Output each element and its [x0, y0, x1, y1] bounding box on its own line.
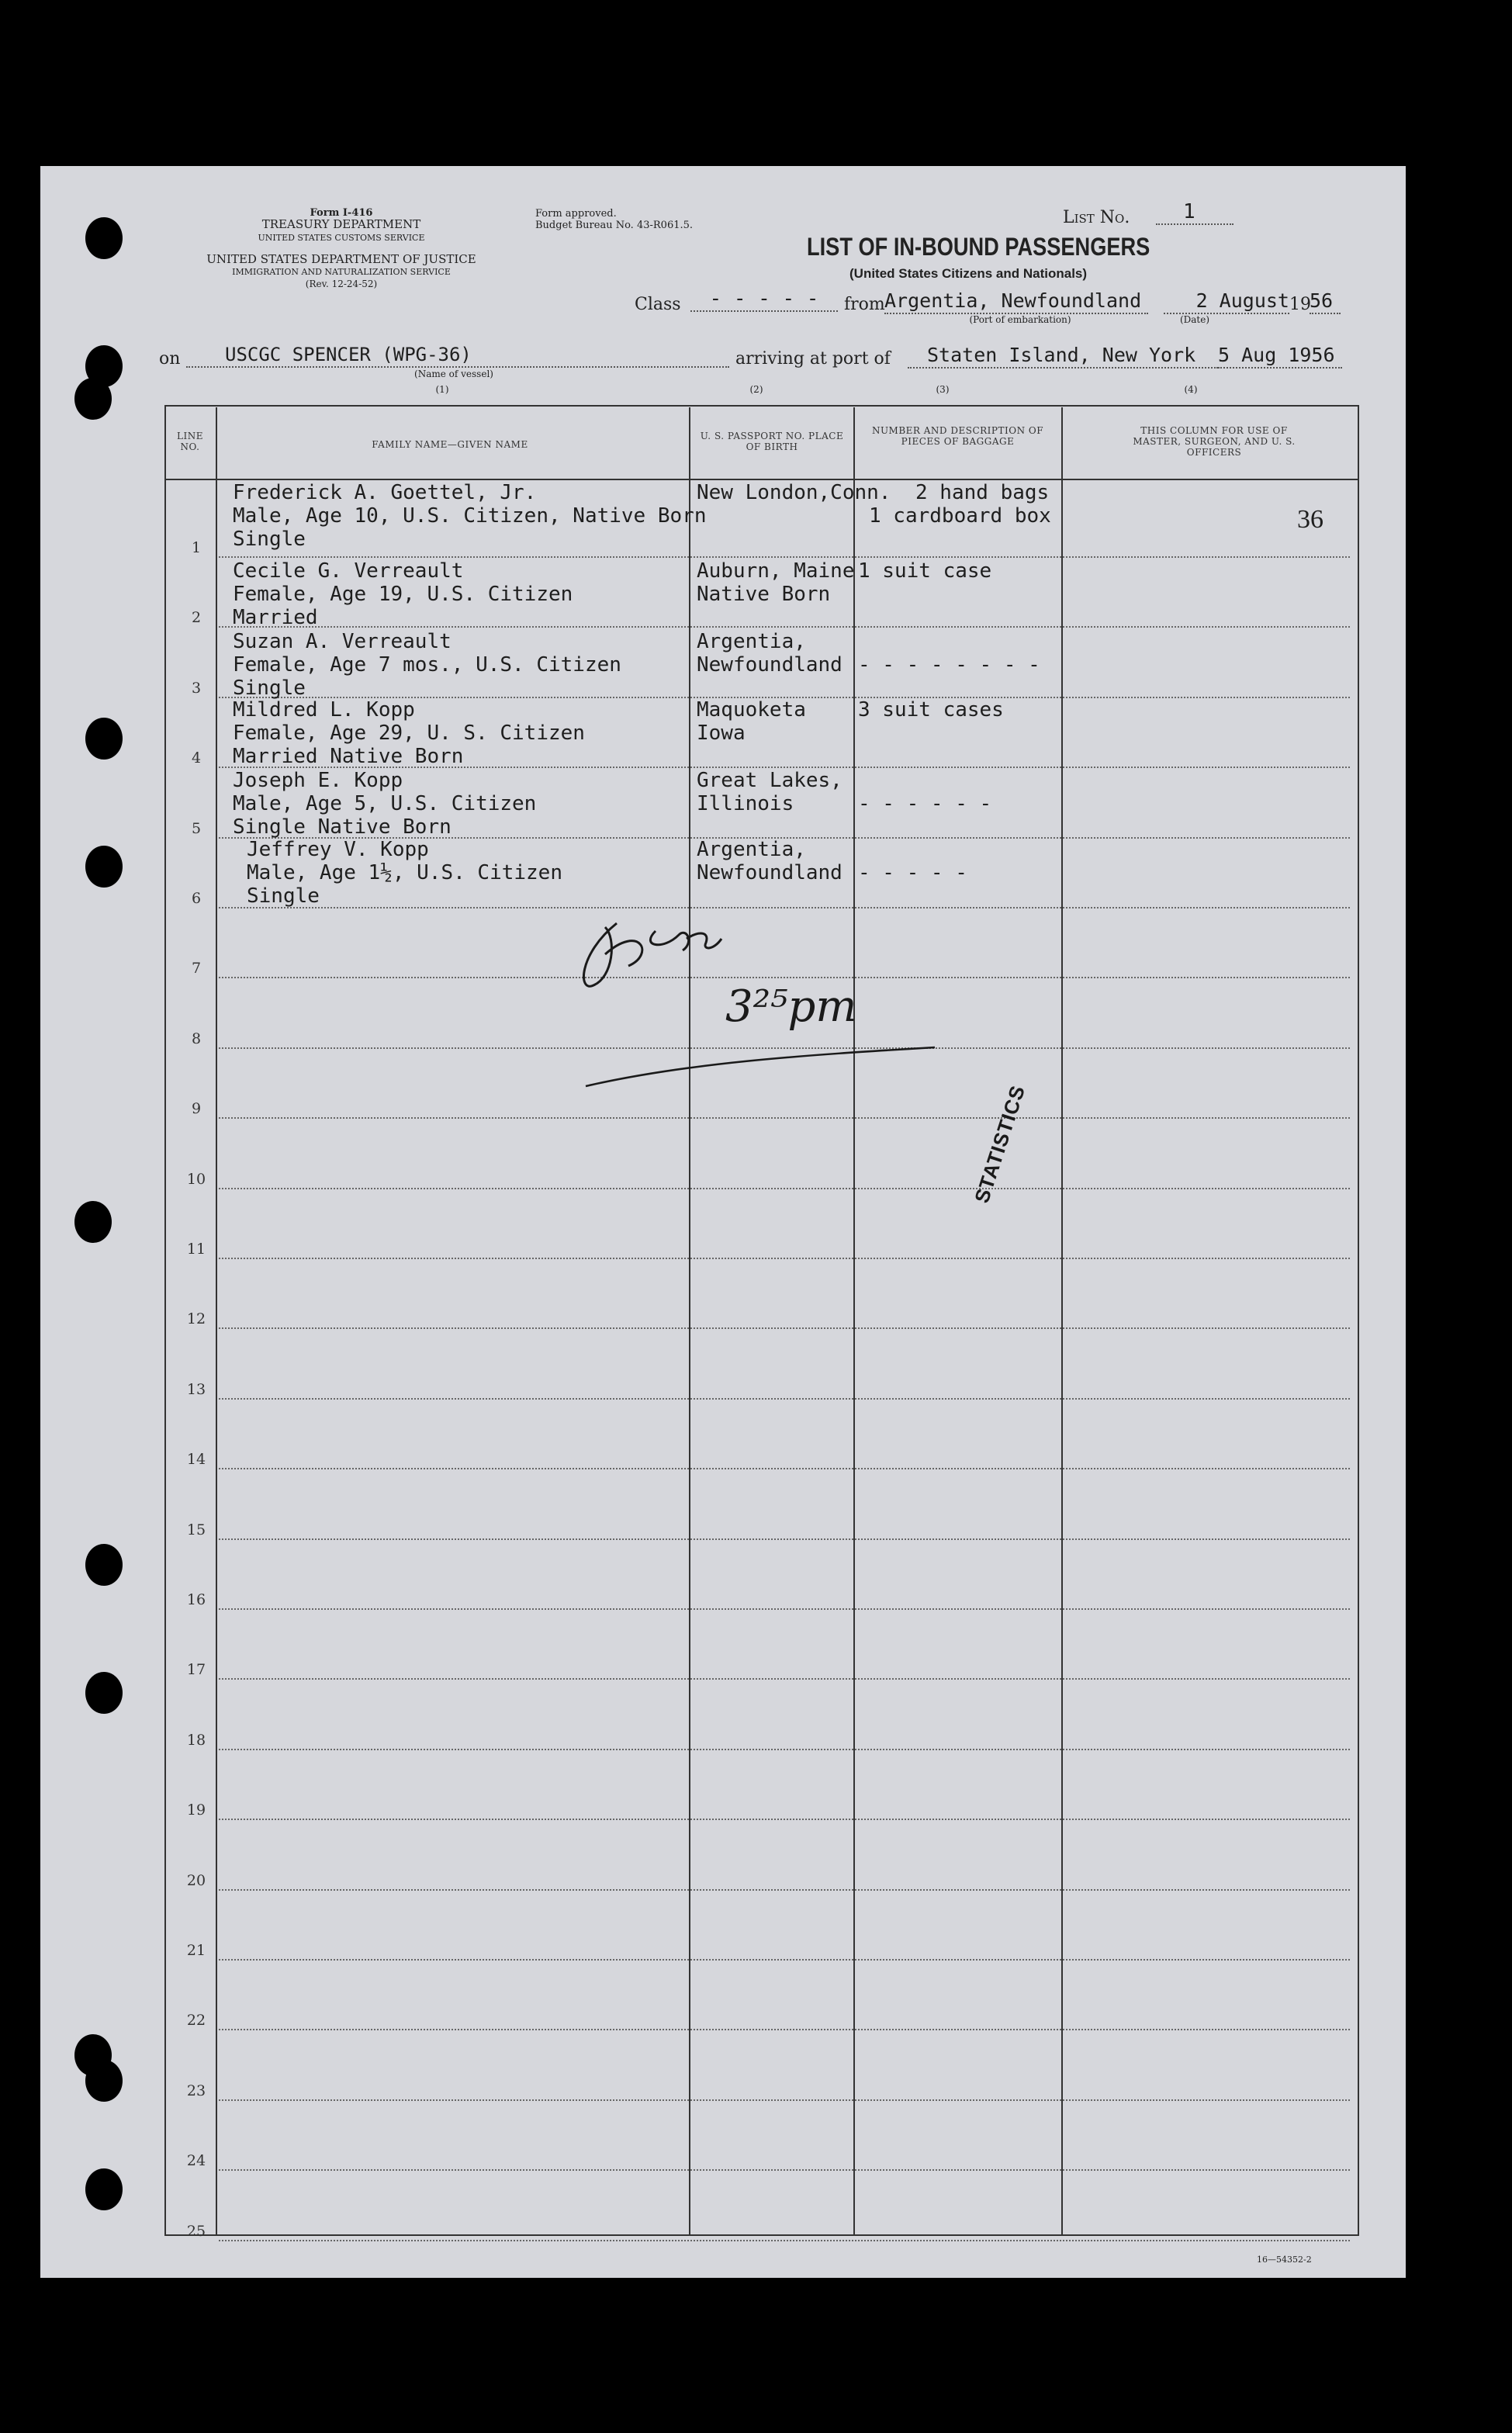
year-suffix: 56 — [1310, 289, 1341, 314]
on-label: on — [159, 349, 181, 369]
budget-bureau: Budget Bureau No. 43-R061.5. — [535, 220, 694, 231]
class-label: Class — [635, 295, 681, 314]
form-number: Form I-416 — [310, 207, 373, 219]
passenger-details: Male, Age 5, U.S. Citizen — [233, 792, 537, 815]
line-number: 20 — [186, 1872, 206, 1889]
list-no-label: List No. — [1063, 208, 1130, 227]
binder-hole — [85, 2060, 123, 2102]
passenger-details: Female, Age 7 mos., U.S. Citizen — [233, 653, 621, 677]
justice-label: UNITED STATES DEPARTMENT OF JUSTICE — [206, 252, 476, 266]
treasury-label: TREASURY DEPARTMENT — [261, 217, 421, 231]
year-prefix: 19 — [1289, 295, 1311, 314]
line-number: 22 — [186, 2012, 206, 2029]
passenger-details: Female, Age 19, U.S. Citizen — [233, 583, 573, 606]
line-number: 2 — [191, 609, 202, 626]
header-passport: U. S. PASSPORT NO. PLACE OF BIRTH — [700, 431, 844, 452]
passenger-details: Male, Age 10, U.S. Citizen, Native Born — [233, 504, 707, 528]
line-number: 14 — [186, 1451, 206, 1468]
handwritten-time: 3²⁵pm — [725, 981, 857, 1032]
rev-label: (Rev. 12-24-52) — [305, 279, 378, 289]
document-title: LIST OF IN-BOUND PASSENGERS — [807, 233, 1150, 261]
row-rule — [219, 1959, 1350, 1961]
passenger-status: Single Native Born — [233, 815, 452, 839]
passenger-name: Joseph E. Kopp — [233, 769, 403, 792]
place-of-birth: Great Lakes, — [697, 769, 842, 792]
customs-label: UNITED STATES CUSTOMS SERVICE — [258, 233, 425, 243]
row-rule — [219, 1538, 1350, 1540]
header-baggage: NUMBER AND DESCRIPTION OF PIECES OF BAGGAGE — [871, 425, 1044, 447]
port-caption: (Port of embarkation) — [969, 314, 1071, 325]
place-of-birth-line2: Newfoundland — [697, 861, 842, 884]
line-number: 18 — [186, 1732, 206, 1749]
manifest-table — [164, 405, 1359, 2236]
line-number: 16 — [186, 1591, 206, 1608]
line-number: 12 — [186, 1310, 206, 1327]
passenger-status: Single — [233, 528, 306, 551]
col-index-3: (3) — [936, 384, 950, 395]
header-officers: THIS COLUMN FOR USE OF MASTER, SURGEON, AND U. S. OFFICERS — [1133, 425, 1296, 458]
header-name: FAMILY NAME—GIVEN NAME — [372, 439, 528, 450]
officer-count: 36 — [1297, 505, 1323, 534]
statistics-stamp: STATISTICS — [970, 1082, 1030, 1206]
vessel-caption: (Name of vessel) — [414, 369, 493, 379]
row-rule — [219, 1117, 1350, 1119]
arrival-date: 5 Aug 1956 — [1218, 344, 1342, 369]
passenger-status: Married — [233, 606, 318, 629]
baggage-description: - - - - - - - - — [858, 653, 1040, 677]
arriving-label: arriving at port of — [735, 349, 891, 369]
line-number: 6 — [191, 890, 202, 907]
arrival-port: Staten Island, New York — [908, 344, 1218, 369]
line-number: 17 — [186, 1661, 206, 1678]
place-of-birth: Auburn, Maine — [697, 559, 855, 583]
row-rule — [219, 1678, 1350, 1680]
passenger-name: Frederick A. Goettel, Jr. — [233, 481, 537, 504]
col-index-4: (4) — [1184, 384, 1198, 395]
row-rule — [219, 1188, 1350, 1189]
binder-hole — [85, 718, 123, 760]
row-rule — [219, 1468, 1350, 1469]
place-of-birth: Argentia, — [697, 838, 806, 861]
binder-hole — [85, 217, 123, 259]
place-of-birth: Maquoketa — [697, 698, 806, 722]
line-number: 10 — [186, 1171, 206, 1188]
form-code: 16—54352-2 — [1257, 2255, 1312, 2265]
row-rule — [219, 626, 1350, 628]
place-of-birth-line2: Illinois — [697, 792, 794, 815]
passenger-status: Married Native Born — [233, 745, 464, 768]
line-number: 1 — [191, 539, 202, 556]
place-of-birth-line2: Native Born — [697, 583, 831, 606]
line-number: 23 — [186, 2082, 206, 2099]
row-rule — [219, 2169, 1350, 2171]
row-rule — [219, 2099, 1350, 2101]
row-rule — [219, 1327, 1350, 1329]
row-rule — [219, 1819, 1350, 1820]
row-rule — [219, 1608, 1350, 1610]
line-number: 7 — [191, 960, 202, 977]
row-rule — [219, 556, 1350, 558]
line-number: 3 — [191, 680, 202, 697]
place-of-birth-line2: Newfoundland — [697, 653, 842, 677]
baggage-description: 3 suit cases — [858, 698, 1004, 722]
passenger-details: Female, Age 29, U. S. Citizen — [233, 722, 585, 745]
line-number: 4 — [191, 749, 202, 767]
row-rule — [219, 1749, 1350, 1750]
embark-date: 2 August — [1164, 289, 1289, 314]
document-subtitle: (United States Citizens and Nationals) — [849, 266, 1088, 281]
binder-hole — [85, 2168, 123, 2210]
passenger-status: Single — [233, 677, 306, 700]
table-header-rule — [164, 479, 1359, 480]
row-rule — [219, 1258, 1350, 1259]
line-number: 25 — [186, 2223, 206, 2240]
baggage-description: 2 hand bags — [915, 481, 1050, 504]
line-number: 8 — [191, 1030, 202, 1047]
passenger-name: Cecile G. Verreault — [233, 559, 464, 583]
vessel-name: USCGC SPENCER (WPG-36) — [186, 343, 729, 368]
passenger-details: Male, Age 1½, U.S. Citizen — [247, 861, 562, 884]
class-value: - - - - - — [690, 287, 838, 312]
binder-hole — [85, 1544, 123, 1586]
line-number: 15 — [186, 1521, 206, 1538]
line-number: 24 — [186, 2152, 206, 2169]
baggage-description-line2: 1 cardboard box — [869, 504, 1051, 528]
form-approved: Form approved. — [535, 208, 617, 220]
binder-hole — [74, 1201, 112, 1243]
date-caption: (Date) — [1179, 314, 1210, 325]
line-number: 13 — [186, 1381, 206, 1398]
row-rule — [219, 2240, 1350, 2241]
line-number: 11 — [186, 1241, 206, 1258]
column-divider — [216, 407, 217, 2234]
baggage-description: - - - - - — [858, 861, 967, 884]
place-of-birth: New London,Conn. — [697, 481, 891, 504]
from-label: from — [844, 295, 885, 314]
col-index-2: (2) — [749, 384, 763, 395]
binder-hole — [74, 378, 112, 420]
baggage-description: 1 suit case — [858, 559, 992, 583]
line-number: 5 — [191, 820, 202, 837]
binder-hole — [85, 1672, 123, 1714]
line-number: 21 — [186, 1942, 206, 1959]
passenger-status: Single — [247, 884, 320, 908]
place-of-birth: Argentia, — [697, 630, 806, 653]
header-line-no: LINE NO. — [177, 431, 203, 452]
row-rule — [219, 1889, 1350, 1891]
passenger-name: Mildred L. Kopp — [233, 698, 415, 722]
passenger-name: Suzan A. Verreault — [233, 630, 452, 653]
ins-label: IMMIGRATION AND NATURALIZATION SERVICE — [232, 267, 451, 277]
line-number: 9 — [191, 1100, 202, 1117]
passenger-name: Jeffrey V. Kopp — [247, 838, 429, 861]
baggage-description: - - - - - - — [858, 792, 992, 815]
line-number: 19 — [186, 1801, 206, 1819]
binder-hole — [85, 846, 123, 888]
port-of-embarkation: Argentia, Newfoundland — [884, 289, 1148, 314]
col-index-1: (1) — [435, 384, 449, 395]
row-rule — [219, 1398, 1350, 1400]
row-rule — [219, 2029, 1350, 2030]
place-of-birth-line2: Iowa — [697, 722, 746, 745]
list-no-value: 1 — [1156, 200, 1233, 225]
